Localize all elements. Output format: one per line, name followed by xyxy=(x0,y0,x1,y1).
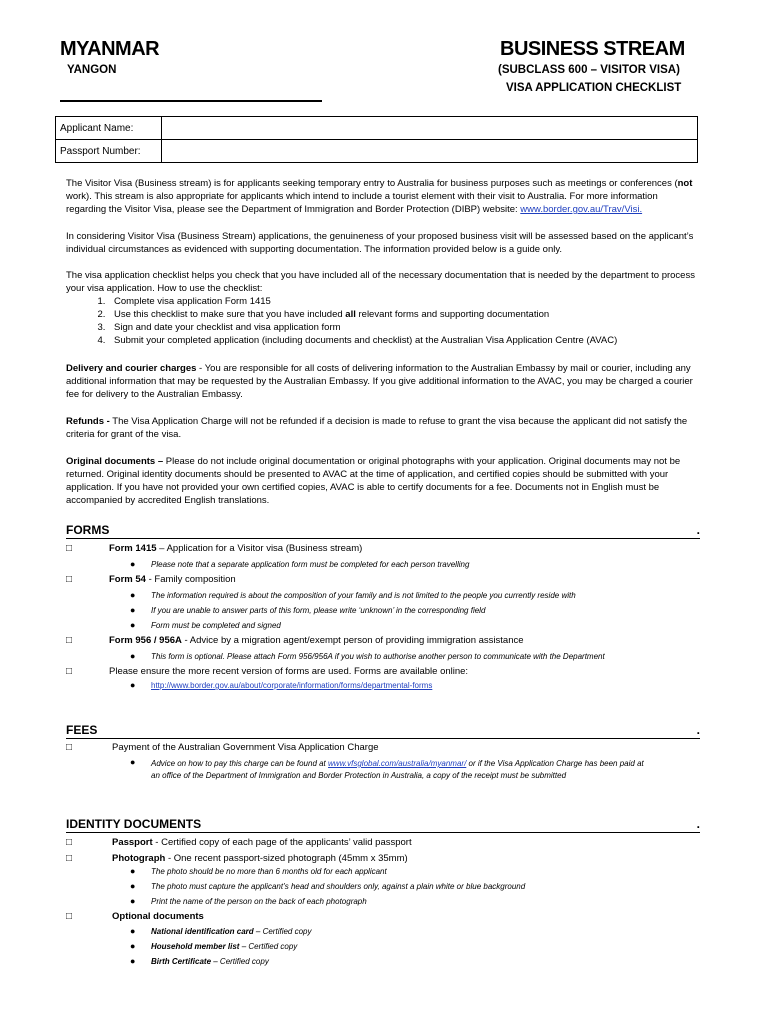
form54-note: The information required is about the composition of your family and is not limited to the people you currently reside with xyxy=(151,591,576,600)
fees-section-heading: FEES . xyxy=(66,723,700,737)
bullet-icon: ● xyxy=(130,896,136,906)
bullet-icon: ● xyxy=(130,651,136,661)
header-divider xyxy=(60,100,322,102)
form54-checkbox[interactable]: □ xyxy=(66,574,73,585)
applicant-table xyxy=(55,116,698,163)
form1415-note: Please note that a separate application form must be completed for each person travelling xyxy=(151,560,470,569)
bullet-icon: ● xyxy=(130,757,136,767)
photograph-checkbox[interactable]: □ xyxy=(66,853,73,864)
bullet-icon: ● xyxy=(130,926,136,936)
vfs-global-link[interactable]: www.vfsglobal.com/australia/myanmar/ xyxy=(328,759,467,768)
form956-note: This form is optional. Please attach Form 956/956A if you wish to authorise another person to communicate with the Department xyxy=(151,652,605,661)
header-subclass: (SUBCLASS 600 – VISITOR VISA) xyxy=(498,64,680,76)
refunds-paragraph: Refunds - The Visa Application Charge will not be refunded if a decision is made to refuse to grant the visa because the applicant did not satisfy the criteria for grant of the visa. xyxy=(66,416,688,440)
form54-item: Form 54 - Family composition xyxy=(109,574,236,585)
step-1: 1. Complete visa application Form 1415 xyxy=(108,295,696,308)
dibp-website-link[interactable]: www.border.gov.au/Trav/Visi. xyxy=(520,204,643,215)
bullet-icon: ● xyxy=(130,559,136,569)
fee-payment-note: Advice on how to pay this charge can be found at www.vfsglobal.com/australia/myanmar/ or if the Visa Application Charge has been paid at xyxy=(151,759,644,768)
optional-doc-item: Household member list – Certified copy xyxy=(151,942,298,951)
bullet-icon: ● xyxy=(130,680,136,690)
optional-doc-item: National identification card – Certified copy xyxy=(151,927,312,936)
genuineness-paragraph: In considering Visitor Visa (Business Stream) applications, the genuineness of your proposed business visit will be assessed based on the applicant’s individual circumstances as evidenced with supporting documentation. The information provided below is a guide only. xyxy=(66,231,694,255)
form956-checkbox[interactable]: □ xyxy=(66,635,73,646)
passport-number-field[interactable] xyxy=(162,140,698,163)
photograph-item: Photograph - One recent passport-sized photograph (45mm x 35mm) xyxy=(112,853,408,864)
photo-note: Print the name of the person on the back of each photograph xyxy=(151,897,367,906)
applicant-name-label: Applicant Name: xyxy=(56,117,162,140)
original-documents-paragraph: Original documents – Please do not include original documentation or original photographs with your application. Original documents may not be returned. Original identity documents should be presented to AVAC at the time of application, and certified copies should be submitted with your application. If you have not provided your own certified copies, AVAC is able to certify documents for a fee. Documents not in English must be accompanied by accredited English translations. xyxy=(66,456,681,506)
form1415-item: Form 1415 – Application for a Visitor visa (Business stream) xyxy=(109,543,363,554)
recent-forms-item: Please ensure the more recent version of forms are used. Forms are available online: xyxy=(109,666,469,677)
fee-payment-item: Payment of the Australian Government Visa Application Charge xyxy=(112,742,379,753)
forms-section-heading: FORMS . xyxy=(66,523,700,537)
header-stream: BUSINESS STREAM xyxy=(500,38,685,60)
form54-note: If you are unable to answer parts of this form, please write ‘unknown’ in the corresponding field xyxy=(151,606,486,615)
recent-forms-checkbox[interactable]: □ xyxy=(66,666,73,677)
optional-docs-label: Optional documents xyxy=(112,911,204,922)
header-city: YANGON xyxy=(67,64,117,76)
form956-item: Form 956 / 956A - Advice by a migration agent/exempt person of providing immigration assistance xyxy=(109,635,524,646)
header-country: MYANMAR xyxy=(60,38,160,60)
bullet-icon: ● xyxy=(130,605,136,615)
fee-payment-note-cont: an office of the Department of Immigration and Border Protection in Australia, a copy of the receipt must be submitted xyxy=(151,771,567,780)
form54-note: Form must be completed and signed xyxy=(151,621,281,630)
bullet-icon: ● xyxy=(130,866,136,876)
step-3: 3. Sign and date your checklist and visa application form xyxy=(108,321,696,334)
step-4: 4. Submit your completed application (including documents and checklist) at the Australian Visa Application Centre (AVAC) xyxy=(108,334,696,347)
forms-online-link[interactable]: http://www.border.gov.au/about/corporate/information/forms/departmental-forms xyxy=(151,681,433,690)
passport-number-label: Passport Number: xyxy=(56,140,162,163)
checklist-usage-paragraph: The visa application checklist helps you check that you have included all of the necessary documentation that is needed by the department to process your visa application. How to use the checklist: 1. Complete visa application Form 1415 2. Use this checklist to make sure that you have included all relevant forms and supporting documentation 3. Sign and date your checklist and visa application form 4. Submit your completed application (including documents and checklist) at the Australian Visa Application Centre (AVAC) xyxy=(66,269,696,347)
form1415-checkbox[interactable]: □ xyxy=(66,543,73,554)
passport-checkbox[interactable]: □ xyxy=(66,837,73,848)
optional-doc-item: Birth Certificate – Certified copy xyxy=(151,957,269,966)
delivery-paragraph: Delivery and courier charges - You are responsible for all costs of delivering information to the Australian Embassy by mail or courier, including any additional information that may be requested by the Australian Embassy. If you give additional information to the AVAC, you may be charged a courier fee for delivery to the Australian Embassy. xyxy=(66,363,693,400)
optional-docs-checkbox[interactable]: □ xyxy=(66,911,73,922)
bullet-icon: ● xyxy=(130,881,136,891)
passport-item: Passport - Certified copy of each page of the applicants’ valid passport xyxy=(112,837,412,848)
photo-note: The photo must capture the applicant’s head and shoulders only, against a plain white or blue background xyxy=(151,882,526,891)
bullet-icon: ● xyxy=(130,590,136,600)
bullet-icon: ● xyxy=(130,941,136,951)
intro-paragraph: The Visitor Visa (Business stream) is for applicants seeking temporary entry to Australia for business purposes such as meetings or conferences (not work). This stream is also appropriate for applicants which intend to include a tourist element with their visit to Australia. For more information regarding the Visitor Visa, please see the Department of Immigration and Border Protection (DIBP) website: www.border.gov.au/Trav/Visi. xyxy=(66,178,693,215)
identity-section-heading: IDENTITY DOCUMENTS . xyxy=(66,817,700,831)
header-checklist-title: VISA APPLICATION CHECKLIST xyxy=(506,82,682,94)
step-2: 2. Use this checklist to make sure that you have included all relevant forms and supporting documentation xyxy=(108,308,696,321)
fee-payment-checkbox[interactable]: □ xyxy=(66,742,73,753)
applicant-name-field[interactable] xyxy=(162,117,698,140)
bullet-icon: ● xyxy=(130,620,136,630)
photo-note: The photo should be no more than 6 months old for each applicant xyxy=(151,867,387,876)
bullet-icon: ● xyxy=(130,956,136,966)
